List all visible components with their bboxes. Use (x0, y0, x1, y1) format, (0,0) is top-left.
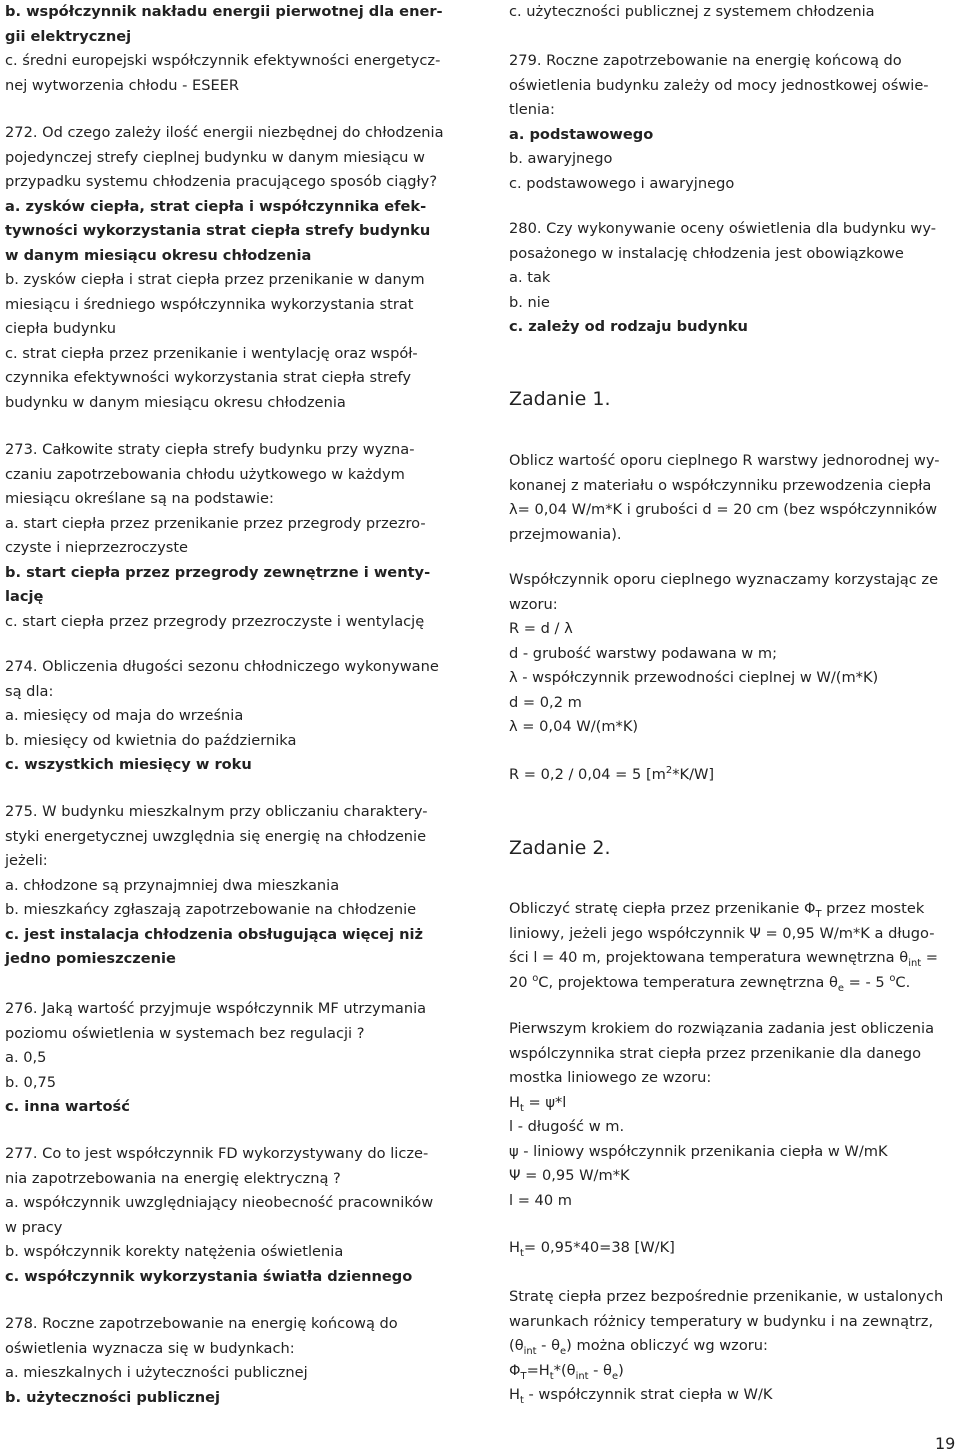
text-line: miesiącu określane są na podstawie: (5, 490, 274, 507)
correct-answer-line: b. współczynnik nakładu energii pierwotnej dla ener- (5, 3, 443, 20)
text-line: c. start ciepła przez przegrody przezroczyste i wentylację (5, 612, 425, 630)
text-line: budynku w danym miesiącu okresu chłodzenia (5, 393, 346, 411)
question-text: tlenia: (509, 101, 555, 118)
text-line: a. miesięcy od maja do września (5, 707, 244, 724)
question-text: posażonego w instalację chłodzenia jest obowiązkowe (509, 244, 904, 262)
formula-ht: $H_t = \psi*l$ (509, 1093, 567, 1114)
text-line: 276. Jaką wartość przyjmuje współczynnik MF utrzymania (5, 1000, 427, 1017)
text-line: c. strat ciepła przez przenikanie i wentylację oraz współ- (5, 344, 418, 362)
correct-answer-line: c. inna wartość (5, 1098, 130, 1115)
text-line: b. mieszkańcy zgłaszają zapotrzebowanie na chłodzenie (5, 901, 417, 918)
correct-answer-line: gii elektrycznej (5, 27, 132, 45)
answer-b: b. nie (509, 293, 550, 311)
correct-answer-line: lację (5, 588, 44, 605)
text-line: ciepła budynku (5, 320, 116, 337)
text-line: 275. W budynku mieszkalnym przy obliczaniu charaktery- (5, 803, 428, 820)
text-line: styki energetycznej uwzględnia się energię na chłodzenie (5, 827, 427, 845)
text-line: a. 0,5 (5, 1049, 47, 1066)
correct-answer-line: c. wszystkich miesięcy w roku (5, 756, 252, 773)
text-line: przypadku systemu chłodzenia pracującego sposób ciągły? (5, 173, 438, 190)
text-line: 277. Co to jest współczynnik FD wykorzystywany do licze- (5, 1145, 429, 1162)
text-line: pojedynczej strefy cieplnej budynku w danym miesiącu w (5, 148, 425, 166)
text-line: nia zapotrzebowania na energię elektryczną ? (5, 1169, 341, 1187)
text-line: c. średni europejski współczynnik efektywności energetycz- (5, 52, 441, 69)
text-line: b. współczynnik korekty natężenia oświetlenia (5, 1243, 344, 1260)
page-number: 19 (935, 1434, 956, 1453)
task-2-calculation: $H_t= 0,95*40=38$ [W/K] (509, 1239, 675, 1259)
task-1-result: R = 0,2 / 0,04 = 5 $[m^2*K/W]$ (509, 765, 715, 783)
formula-r: R = d / λ (509, 620, 573, 637)
answer-b: b. awaryjnego (509, 150, 613, 167)
question-text: 280. Czy wykonywanie oceny oświetlenia dla budynku wy- (509, 220, 937, 237)
text-line: a. start ciepła przez przenikanie przez przegrody przezro- (5, 514, 426, 532)
text-line: są dla: (5, 682, 54, 700)
formula-phi: $\Phi_T=H_t*(\theta_{int} - \theta_e)$ (509, 1361, 624, 1382)
text-line: miesiącu i średniego współczynnika wykorzystania strat (5, 295, 414, 313)
answer-c: c. podstawowego i awaryjnego (509, 174, 735, 192)
question-text: oświetlenia budynku zależy od mocy jednostkowej oświe- (509, 76, 929, 94)
text-line: a. współczynnik uwzględniający nieobecność pracowników (5, 1194, 434, 1211)
text-line: 273. Całkowite straty ciepła strefy budynku przy wyzna- (5, 441, 415, 458)
text-line: b. zysków ciepła i strat ciepła przez przenikanie w danym (5, 271, 425, 288)
question-274 (5, 655, 455, 778)
correct-answer-line: b. start ciepła przez przegrody zewnętrzne i wenty- (5, 563, 431, 581)
question-280 (509, 217, 959, 340)
answer-c-correct: c. zależy od rodzaju budynku (509, 318, 748, 335)
text-line: 278. Roczne zapotrzebowanie na energię końcową do (5, 1315, 398, 1332)
question-text: 279. Roczne zapotrzebowanie na energię końcową do (509, 52, 902, 69)
text-line: jeżeli: (5, 852, 48, 869)
correct-answer-line: w danym miesiącu okresu chłodzenia (5, 246, 312, 264)
text-line: 272. Od czego zależy ilość energii niezbędnej do chłodzenia (5, 124, 444, 141)
question-272 (5, 121, 455, 415)
question-276 (5, 997, 455, 1120)
question-273 (5, 438, 455, 634)
text-line: a. chłodzone są przynajmniej dwa mieszkania (5, 876, 340, 894)
task-1-heading: Zadanie 1. (509, 388, 611, 410)
task-2-heading: Zadanie 2. (509, 837, 611, 859)
text-line: czyste i nieprzezroczyste (5, 539, 189, 556)
correct-answer-line: c. jest instalacja chłodzenia obsługująca więcej niż (5, 925, 424, 943)
correct-answer-line: tywności wykorzystania strat ciepła strefy budynku (5, 222, 431, 239)
text-line: 274. Obliczenia długości sezonu chłodniczego wykonywane (5, 658, 439, 675)
question-275 (5, 800, 455, 972)
question-271-continuation (5, 0, 455, 98)
text-line: nej wytworzenia chłodu - ESEER (5, 76, 240, 94)
text-line: czynnika efektywności wykorzystania strat ciepła strefy (5, 369, 412, 386)
text-line: b. miesięcy od kwietnia do października (5, 731, 297, 749)
text-line: czaniu zapotrzebowania chłodu użytkowego w każdym (5, 465, 405, 483)
question-279 (509, 49, 959, 196)
correct-answer-line: a. zysków ciepła, strat ciepła i współczynnika efek- (5, 197, 427, 215)
text-line: poziomu oświetlenia w systemach bez regulacji ? (5, 1024, 365, 1042)
task-1-solution: Współczynnik oporu cieplnego wyznaczamy korzystając ze wzoru: R = d / λ d - grubość warstwy podawana w m; λ - współczynnik przewodności cieplnej w W/(m*K) d = 0,2 m λ = 0,04 W/(m*K) (509, 568, 959, 740)
text-line: w pracy (5, 1218, 63, 1236)
answer-a: a. tak (509, 269, 551, 286)
question-277 (5, 1142, 455, 1289)
correct-answer-line: b. użyteczności publicznej (5, 1388, 221, 1406)
correct-answer-line: jedno pomieszczenie (5, 950, 176, 967)
text-line: a. mieszkalnych i użyteczności publicznej (5, 1364, 308, 1381)
text-line: oświetlenia wyznacza się w budynkach: (5, 1339, 295, 1357)
question-278 (5, 1312, 455, 1410)
task-2-statement: Obliczyć stratę ciepła przez przenikanie $\Phi_T$ przez mostek liniowy, jeżeli jego współczynnik Ψ = 0,95 W/m*K a długo- ści l = 40 m, projektowana temperatura wewnętrzna $\theta_{int}$ = 20 $^o$C, projektowa temperatura zewnętrzna $\theta_e$ = - 5 $^o$C. (509, 900, 938, 994)
task-2-step-2: Stratę ciepła przez bezpośrednie przenikanie, w ustalonych warunkach różnicy temperatury w budynku i na zewnątrz, $(\theta_{int} - \theta_e)$ można obliczyć wg wzoru: $\Phi_T=H_t*(\theta_{int} - \theta_e)$ $H_t$ - współczynnik strat ciepła w W/K (509, 1285, 959, 1408)
text-line: b. 0,75 (5, 1073, 57, 1091)
answer-a-correct: a. podstawowego (509, 125, 654, 143)
question-278-option-c: c. użyteczności publicznej z systemem chłodzenia (509, 3, 875, 20)
task-1-intro: Oblicz wartość oporu cieplnego R warstwy jednorodnej wy- konanej z materiału o współczynniku przewodzenia ciepła λ= 0,04 W/m*K i grubości d = 20 cm (bez współczynników przejmowania). (509, 452, 940, 543)
task-2-step-1: Pierwszym krokiem do rozwiązania zadania jest obliczenia wspólczynnika strat ciepła przez przenikanie dla danego mostka liniowego ze wzoru: $H_t = \psi*l$ l - długość w m. ψ - liniowy współczynnik przenikania ciepła w W/mK Ψ = 0,95 W/m*K l = 40 m (509, 1017, 959, 1213)
correct-answer-line: c. współczynnik wykorzystania światła dziennego (5, 1267, 413, 1285)
